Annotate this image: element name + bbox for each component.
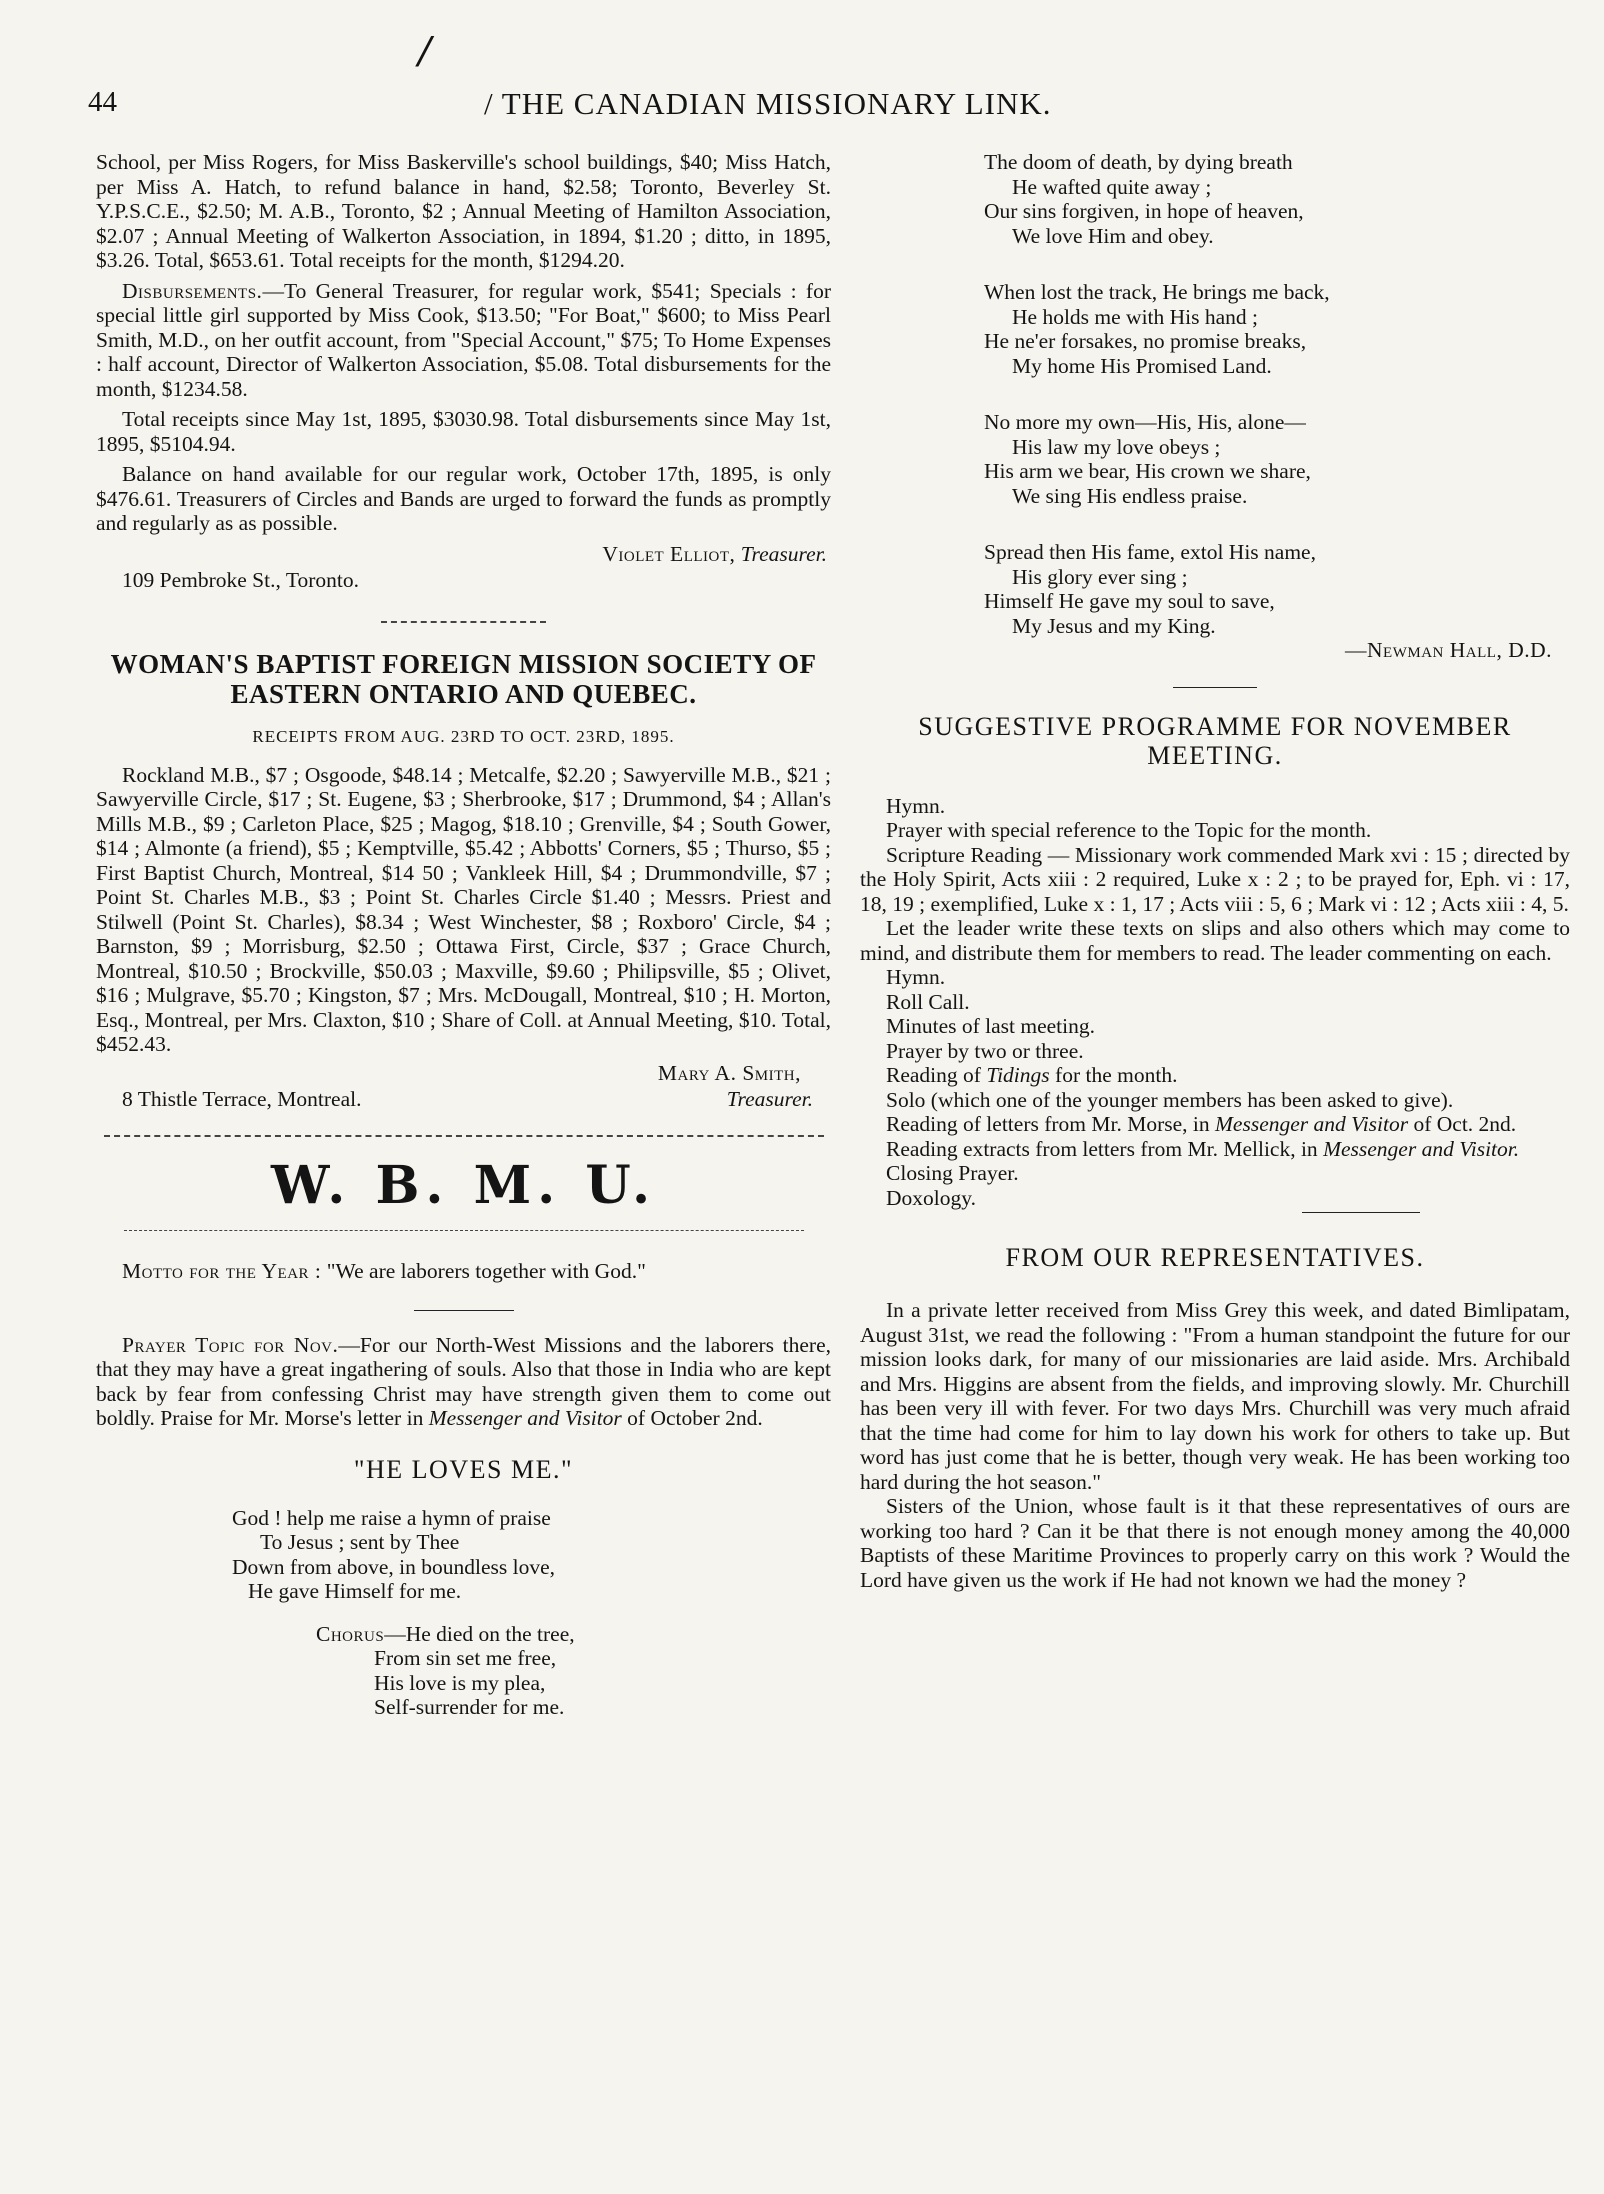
- representatives-paragraph: In a private letter received from Miss Grey this week, and dated Bimlipatam, August 31st, we read the following : "From a human standpoint the future for our mission looks dark, for many of our missionaries are laid aside. Mrs. Archibald and Mrs. Higgins are absent from the fields, and improving slowly. Mr. Churchill has been very ill with fever. For two days Mrs. Churchill was very much afraid that the time had come for him to lay down his work for others to take up. But word has just come that he is better, though very weak. He has been working too hard during the hot season.": [860, 1298, 1570, 1494]
- treasurer-signature: [96, 542, 831, 567]
- poem-stanza: No more my own—His, His, alone— His law my love obeys ; His arm we bear, His crown we share, We sing His endless praise.: [984, 410, 1311, 508]
- hymn-chorus: Chorus—He died on the tree, From sin set me free, His love is my plea, Self-surrender for me.: [316, 1621, 575, 1719]
- divider: [381, 621, 546, 623]
- disbursements-text: —To General Treasurer, for regular work, $541; Specials : for special little girl supported by Miss Cook, $13.50; "For Boat," $600; to Miss Pearl Smith, M.D., on her outfit account, from "Special Account," $75; To Home Expenses : half account, Director of Walkerton Association, $5.08. Total disbursements for the month, $1234.58.: [96, 278, 831, 401]
- programme-item: Reading of letters from Mr. Morse, in Messenger and Visitor of Oct. 2nd.: [886, 1112, 1517, 1136]
- divider: [1302, 1212, 1420, 1213]
- running-title: / THE CANADIAN MISSIONARY LINK.: [484, 86, 1052, 121]
- poem-continued: [860, 150, 1570, 638]
- treasurer2-title: Treasurer.: [726, 1087, 813, 1111]
- scripture-reading: Scripture Reading — Missionary work commended Mark xvi : 15 ; directed by the Holy Spirit, Acts xiii : 2 required, Luke x : 2 ; to be prayed for, Eph. vi : 17, 18, 19 ; exemplified, Luke x : 1, 17 ; Acts viii : 5, 6 ; Mark vi : 12 ; Acts xiii : 4, 5.: [860, 842, 1570, 916]
- motto-label: Motto for the Year :: [122, 1259, 322, 1283]
- prayer-paragraph: Prayer Topic for Nov.—For our North-West Missions and the laborers there, that they may have a great ingathering of souls. Also that those in India who are kept back by fear from confessing Christ may have strength given them to come out boldly. Praise for Mr. Morse's letter in Messenger and Visitor of October 2nd.: [96, 1332, 831, 1430]
- prayer-label: Prayer Topic for Nov.: [122, 1332, 339, 1357]
- page-number: 44: [88, 86, 117, 118]
- right-column: [860, 150, 1570, 1592]
- chorus-label: Chorus: [316, 1621, 385, 1646]
- programme-item: Reading of Tidings for the month.: [886, 1063, 1178, 1087]
- treasurer-address: 109 Pembroke St., Toronto.: [122, 568, 359, 592]
- receipts-paragraph: School, per Miss Rogers, for Miss Baskerville's school buildings, $40; Miss Hatch, per Miss A. Hatch, to refund balance in hand, $2.58; Toronto, Beverley St. Y.P.S.C.E., $2.50; M. A.B., Toronto, $2 ; Annual Meeting of Hamilton Association, $2.07 ; Annual Meeting of Walkerton Association, in 1894, $1.20 ; ditto, in 1895, $3.26. Total, $653.61. Total receipts for the month, $1294.20.: [96, 150, 831, 272]
- wbmu-heading: W. B. M. U.: [270, 1155, 657, 1216]
- divider: [124, 1230, 804, 1231]
- society-heading: WOMAN'S BAPTIST FOREIGN MISSION SOCIETY OF EASTERN ONTARIO AND QUEBEC.: [110, 648, 817, 709]
- receipts-list: Rockland M.B., $7 ; Osgoode, $48.14 ; Metcalfe, $2.20 ; Sawyerville M.B., $21 ; Sawyerville Circle, $17 ; St. Eugene, $3 ; Sherbrooke, $17 ; Drummond, $4 ; Allan's Mills M.B., $9 ; Carleton Place, $25 ; Magog, $18.10 ; Grenville, $4 ; South Gower, $14 ; Almonte (a friend), $5 ; Kemptville, $5.42 ; Abbotts' Corners, $5 ; Thurso, $5 ; First Baptist Church, Montreal, $14 50 ; Vankleek Hill, $4 ; Drummondville, $7 ; Point St. Charles M.B., $3 ; Point St. Charles Circle $1.40 ; Messrs. Priest and Stilwell (Point St. Charles), $8.34 ; West Winchester, $8 ; Roxboro' Circle, $4 ; Barnston, $9 ; Morrisburg, $2.50 ; Ottawa First, Circle, $37 ; Grace Church, Montreal, $10.50 ; Brockville, $50.03 ; Maxville, $9.60 ; Philipsville, $5 ; Olivet, $16 ; Mulgrave, $5.70 ; Kingston, $7 ; Mrs. McDougall, Montreal, $10 ; H. Morton, Esq., Montreal, per Mrs. Claxton, $10 ; Share of Coll. at Annual Meeting, $10. Total, $452.43.: [96, 762, 831, 1056]
- receipts-heading: RECEIPTS FROM AUG. 23RD TO OCT. 23RD, 1895.: [252, 726, 675, 746]
- hymn-stanza: God ! help me raise a hymn of praise To Jesus ; sent by Thee Down from above, in boundless love, He gave Himself for me.: [232, 1505, 556, 1603]
- totals-paragraph: Total receipts since May 1st, 1895, $3030.98. Total disbursements since May 1st, 1895, $5104.94.: [96, 407, 831, 456]
- programme-item: Hymn.: [886, 965, 946, 989]
- poem-stanza: When lost the track, He brings me back, He holds me with His hand ; He ne'er forsakes, no promise breaks, My home His Promised Land.: [984, 280, 1330, 378]
- representatives-heading: FROM OUR REPRESENTATIVES.: [1005, 1243, 1425, 1272]
- programme-item: Hymn.: [886, 793, 946, 818]
- treasurer2-line: [96, 1087, 831, 1113]
- programme-item: Reading extracts from letters from Mr. Mellick, in Messenger and Visitor.: [886, 1136, 1520, 1161]
- left-column: [96, 150, 831, 1720]
- divider: [104, 1135, 824, 1137]
- treasurer-name: Violet Elliot,: [602, 541, 736, 566]
- programme-item: Prayer with special reference to the Topic for the month.: [886, 818, 1372, 842]
- divider: [414, 1310, 514, 1311]
- poem-stanza: The doom of death, by dying breath He wafted quite away ; Our sins forgiven, in hope of heaven, We love Him and obey.: [984, 150, 1304, 248]
- treasurer2-address: 8 Thistle Terrace, Montreal.: [122, 1087, 362, 1111]
- balance-paragraph: Balance on hand available for our regular work, October 17th, 1895, is only $476.61. Treasurers of Circles and Bands are urged to forward the funds as promptly and regularly as as possible.: [96, 462, 831, 535]
- programme-item: Solo (which one of the younger members has been asked to give).: [886, 1087, 1454, 1112]
- leader-instructions: Let the leader write these texts on slips and also others which may come to mind, and distribute them for members to read. The leader commenting on each.: [860, 916, 1570, 965]
- programme-item: Roll Call.: [886, 989, 970, 1014]
- divider: [1173, 687, 1257, 688]
- representatives-paragraph: Sisters of the Union, whose fault is it that these representatives of ours are working too hard ? Can it be that there is not enough money among the 40,000 Baptists of these Maritime Provinces to properly carry on this work ? Would the Lord have given us the work if He had not known we had the money ?: [860, 1494, 1570, 1592]
- programme-item: Minutes of last meeting.: [886, 1014, 1095, 1038]
- treasurer2-name: Mary A. Smith,: [657, 1060, 801, 1085]
- handwritten-mark: /: [418, 25, 431, 76]
- treasurer-title: Treasurer.: [740, 541, 827, 566]
- programme-item: Doxology.: [886, 1185, 976, 1210]
- programme: [860, 794, 1570, 1211]
- motto-text: "We are laborers together with God.": [326, 1259, 646, 1283]
- programme-item: Closing Prayer.: [886, 1161, 1019, 1185]
- disbursements-paragraph: [96, 279, 831, 402]
- poem-stanza: Spread then His fame, extol His name, His glory ever sing ; Himself He gave my soul to save, My Jesus and my King.: [984, 540, 1316, 638]
- motto-paragraph: [96, 1259, 831, 1284]
- programme-item: Prayer by two or three.: [886, 1038, 1084, 1063]
- prayer-text: —For our North-West Missions and the laborers there, that they may have a great ingathering of souls. Also that those in India who are kept back by fear from confessing Christ may have strength given them to come out boldly. Praise for Mr. Morse's letter in: [96, 1332, 831, 1430]
- poem-author: —Newman Hall, D.D.: [1345, 638, 1552, 662]
- programme-heading: SUGGESTIVE PROGRAMME FOR NOVEMBER MEETING.: [918, 711, 1512, 770]
- page-header: [88, 86, 1518, 126]
- disbursements-label: Disbursements.: [122, 278, 263, 303]
- hymn-title: "HE LOVES ME.": [353, 1454, 574, 1484]
- prayer-publication: Messenger and Visitor: [428, 1406, 622, 1430]
